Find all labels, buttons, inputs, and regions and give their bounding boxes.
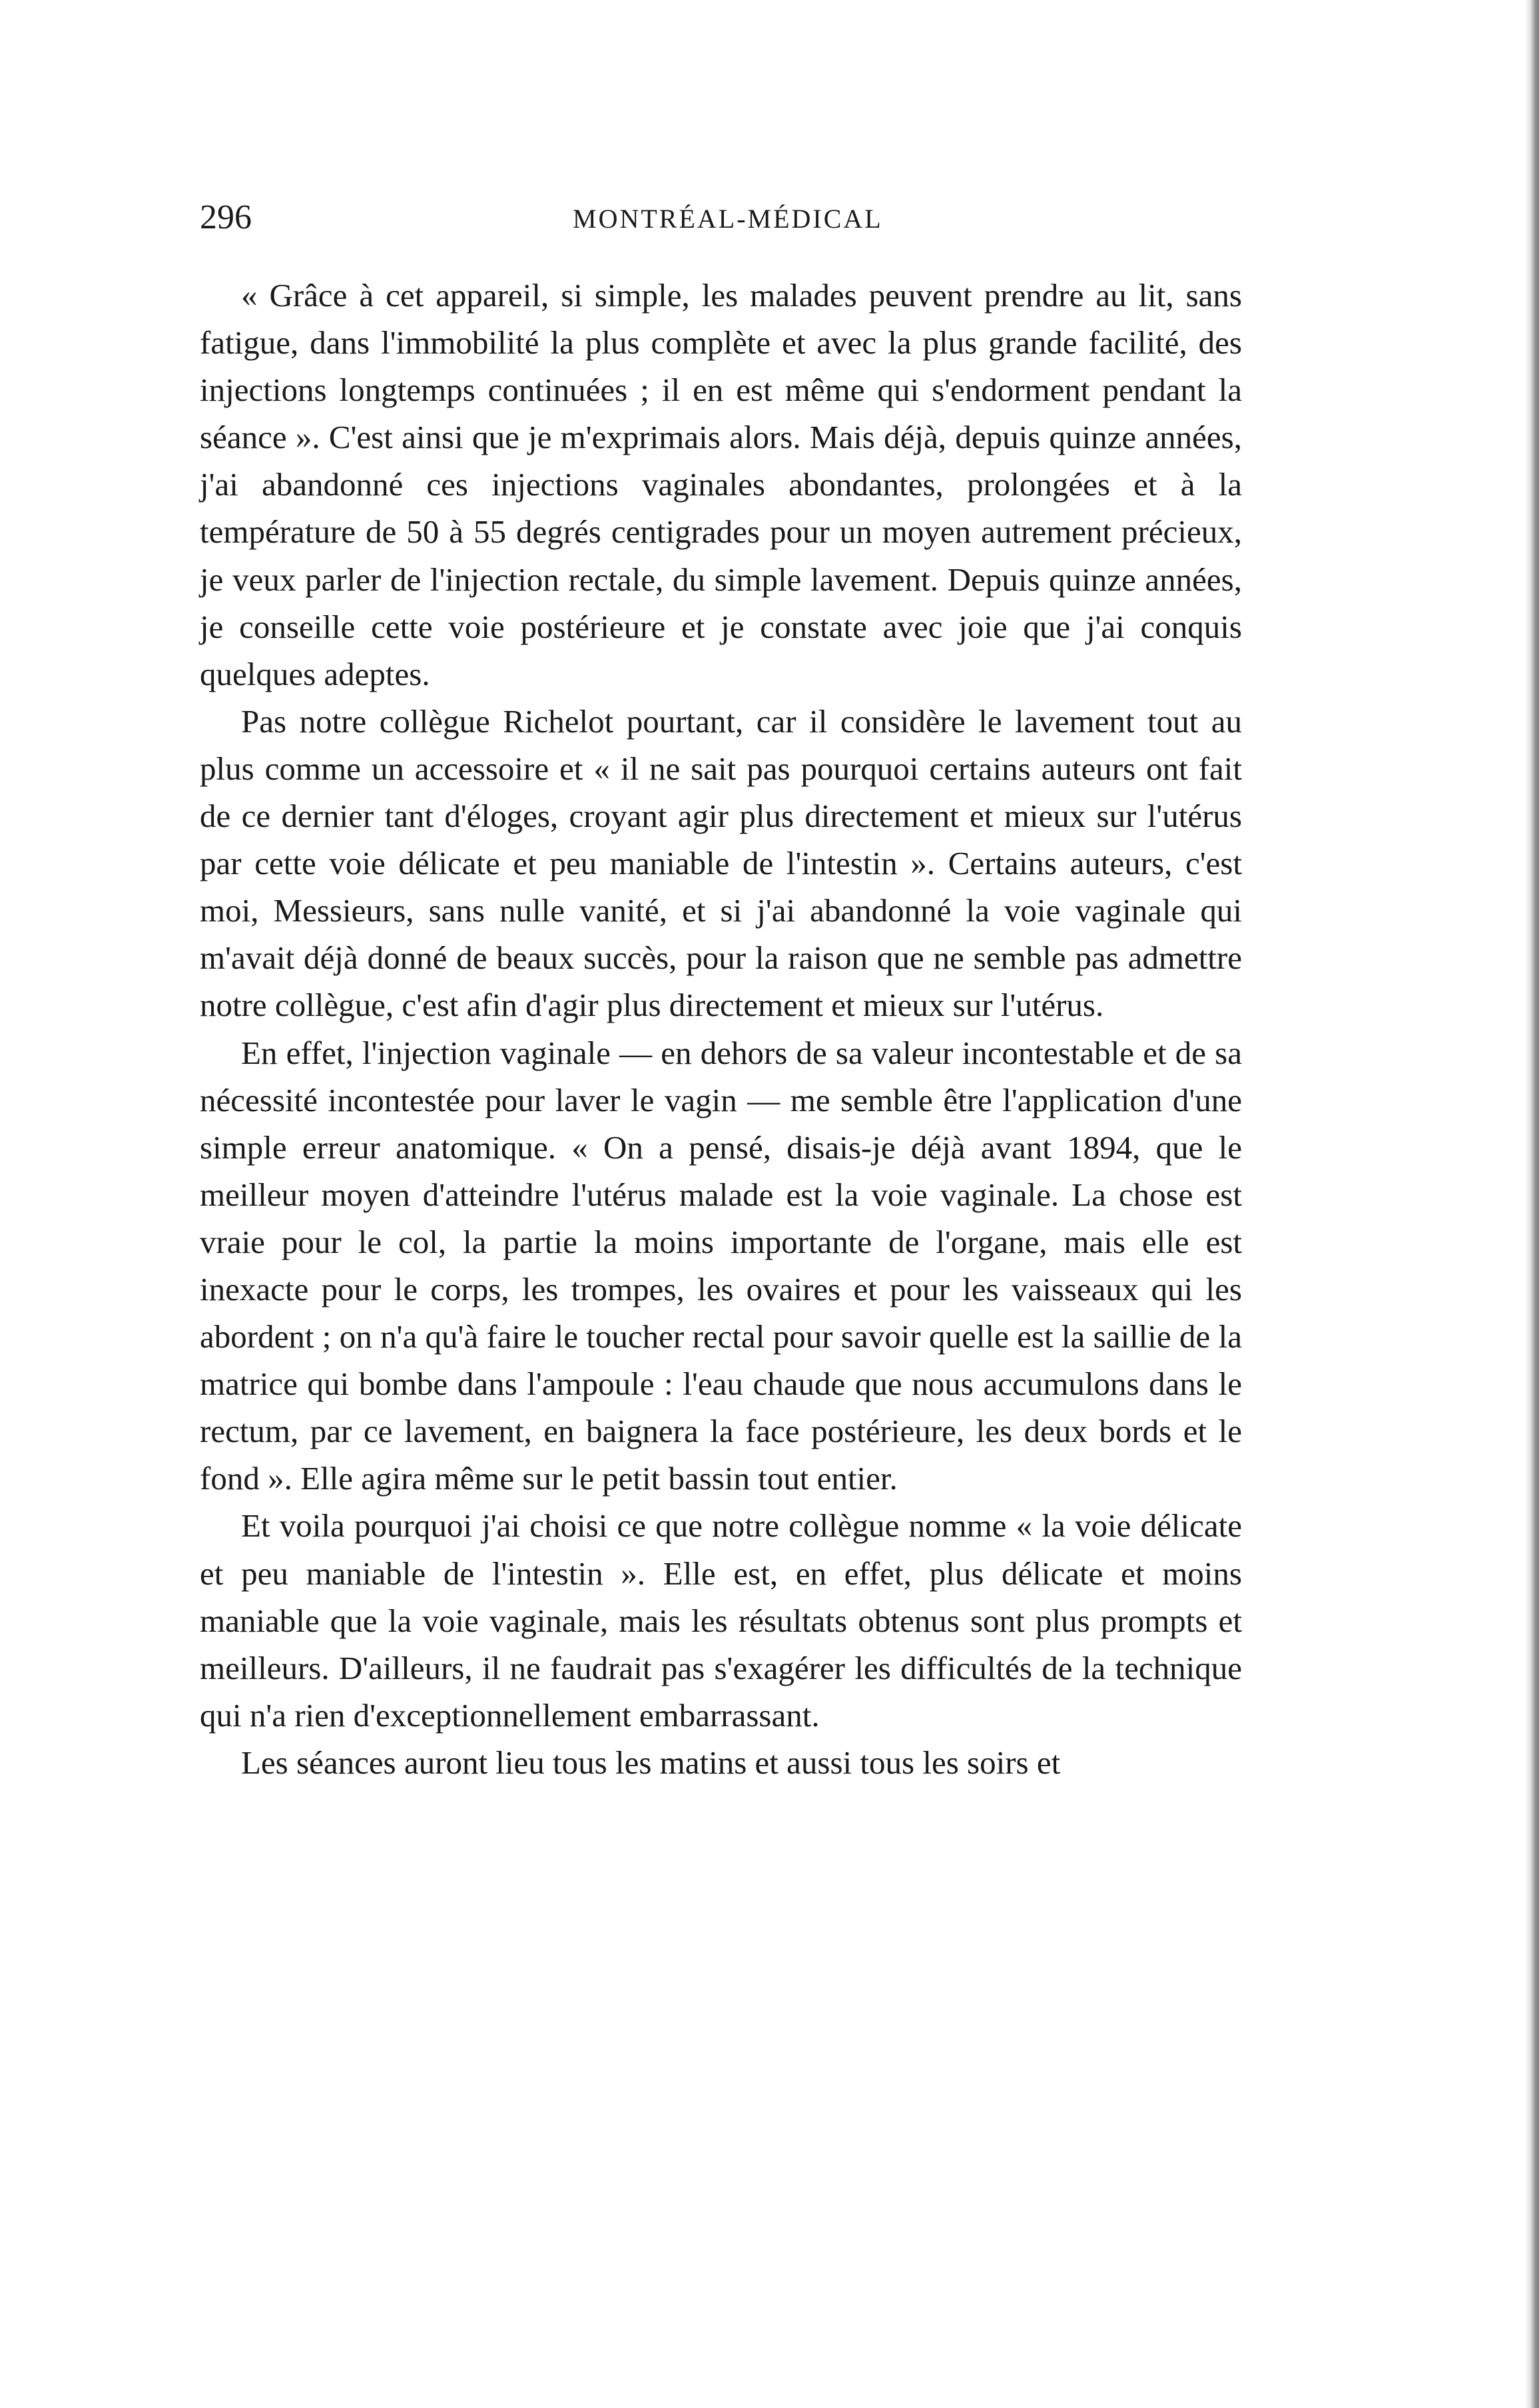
page-number: 296 bbox=[200, 198, 252, 236]
paragraph: En effet, l'injection vaginale — en dehors de sa valeur incontestable et de sa nécessité incontestée pour laver le vagin — me semble être l'application d'une simple erreur anatomique. « On a pensé, disais-je déjà avant 1894, que le meilleur moyen d'atteindre l'utérus malade est la voie vaginale. La chose est vraie pour le col, la partie la moins importante de l'organe, mais elle est inexacte pour le corps, les trompes, les ovaires et pour les vaisseaux qui les abordent ; on n'a qu'à faire le toucher rectal pour savoir quelle est la saillie de la matrice qui bombe dans l'ampoule : l'eau chaude que nous accumulons dans le rectum, par ce lavement, en baignera la face postérieure, les deux bords et le fond ». Elle agira même sur le petit bassin tout entier. bbox=[200, 1034, 1242, 1497]
paragraph: « Grâce à cet appareil, si simple, les malades peuvent prendre au lit, sans fatigue, dans l'immobilité la plus complète et avec la plus grande facilité, des injections longtemps continuées ; il en est même qui s'endorment pendant la séance ». C'est ainsi que je m'exprimais alors. Mais déjà, depuis quinze années, j'ai abandonné ces injections vaginales abondantes, prolongées et à la température de 50 à 55 degrés centigrades pour un moyen autrement précieux, je veux parler de l'injection rectale, du simple lavement. Depuis quinze années, je conseille cette voie postérieure et je constate avec joie que j'ai conquis quelques adeptes. bbox=[200, 277, 1242, 692]
paragraph: Pas notre collègue Richelot pourtant, car il considère le lavement tout au plus comme un accessoire et « il ne sait pas pourquoi certains auteurs ont fait de ce dernier tant d'éloges, croyant agir plus directement et mieux sur l'utérus par cette voie délicate et peu maniable de l'intestin ». Certains auteurs, c'est moi, Messieurs, sans nulle vanité, et si j'ai abandonné la voie vaginale qui m'avait déjà donné de beaux succès, pour la raison que ne semble pas admettre notre collègue, c'est afin d'agir plus directement et mieux sur l'utérus. bbox=[200, 702, 1242, 1024]
paragraph: Les séances auront lieu tous les matins et aussi tous les soirs et bbox=[241, 1744, 1061, 1781]
running-head: MONTRÉAL-MÉDICAL bbox=[573, 204, 883, 234]
body-text bbox=[200, 272, 1242, 1786]
binding-edge bbox=[1524, 0, 1539, 2408]
page-header bbox=[200, 194, 1239, 241]
paragraph: Et voila pourquoi j'ai choisi ce que notre collègue nomme « la voie délicate et peu maniable de l'intestin ». Elle est, en effet, plus délicate et moins maniable que la voie vaginale, mais les résultats obtenus sont plus prompts et meilleurs. D'ailleurs, il ne faudrait pas s'exagérer les difficultés de la technique qui n'a rien d'exceptionnellement embarrassant. bbox=[200, 1507, 1242, 1734]
